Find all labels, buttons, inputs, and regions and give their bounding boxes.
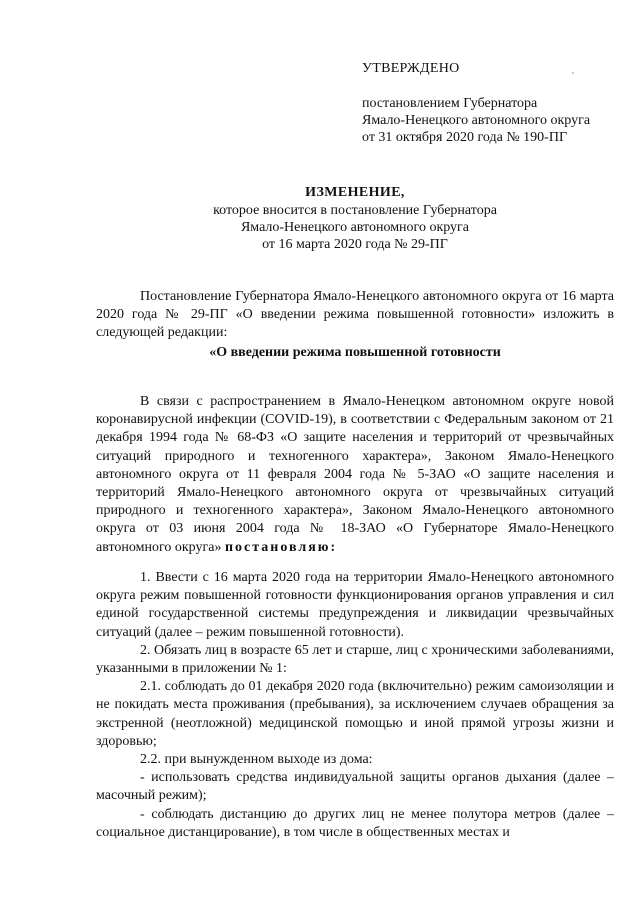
heading-line-3: от 16 марта 2020 года № 29-ПГ [262, 237, 448, 252]
point-2-2-a: - использовать средства индивидуальной защиты органов дыхания (далее – масочный режим); [96, 770, 614, 804]
approval-block [362, 60, 622, 146]
point-1: 1. Ввести с 16 марта 2020 года на территории Ямало-Ненецкого автономного округа режим повышенной готовности функционирования органов управления и сил единой государственной системы предупреждения и ликвидации чрезвычайных ситуаций (далее – режим повышенной готовности). [96, 570, 614, 640]
approval-line-2: Ямало-Ненецкого автономного округа [362, 113, 591, 128]
heading-line-1: которое вносится в постановление Губернатора [213, 203, 497, 218]
approval-line-1: постановлением Губернатора [362, 96, 538, 111]
decree-points [96, 569, 614, 842]
intro-text: Постановление Губернатора Ямало-Ненецкого автономного округа от 16 марта 2020 года № 29-ПГ «О введении режима повышенной готовности» изложить в следующей редакции: [96, 289, 614, 341]
intro-paragraph [96, 288, 614, 343]
preamble-body: В связи с распространением в Ямало-Ненецком автономном округе новой коронавирусной инфекции (COVID-19), в соответствии с Федеральным законом от 21 декабря 1994 года № 68-ФЗ «О защите населения и территорий от чрезвычайных ситуаций природного и техногенного характера», Законом Ямало-Ненецкого автономного округа от 11 февраля 2004 года № 5-ЗАО «О защите населения и территорий Ямало-Ненецкого автономного округа от чрезвычайных ситуаций природного и техногенного характера», Законом Ямало-Ненецкого автономного округа от 03 июня 2004 года № 18-ЗАО «О Губернаторе Ямало-Ненецкого автономного округа» [96, 394, 614, 555]
point-2-1: 2.1. соблюдать до 01 декабря 2020 года (включительно) режим самоизоляции и не покидать места проживания (пребывания), за исключением случаев обращения за экстренной (неотложной) медицинской помощью и иной прямой угрозы жизни и здоровью; [96, 679, 614, 749]
decree-word: постановляю: [224, 539, 338, 555]
preamble-text [96, 393, 614, 557]
approval-title: УТВЕРЖДЕНО [362, 61, 460, 76]
approval-line-3: от 31 октября 2020 года № 190-ПГ [362, 130, 568, 145]
decree-subtitle: «О введении режима повышенной готовности [209, 345, 501, 360]
preamble-paragraph [96, 393, 614, 557]
heading-line-2: Ямало-Ненецкого автономного округа [240, 220, 470, 235]
document-heading [96, 184, 614, 253]
point-2-2-b: - соблюдать дистанцию до других лиц не менее полутора метров (далее – социальное дистанцирование), в том числе в общественных местах и [96, 806, 614, 840]
point-2-2: 2.2. при вынужденном выходе из дома: [140, 752, 373, 768]
heading-title: ИЗМЕНЕНИЕ, [305, 185, 405, 200]
point-2: 2. Обязать лиц в возрасте 65 лет и старше, лиц с хроническими заболеваниями, указанными в приложении № 1: [96, 642, 614, 677]
